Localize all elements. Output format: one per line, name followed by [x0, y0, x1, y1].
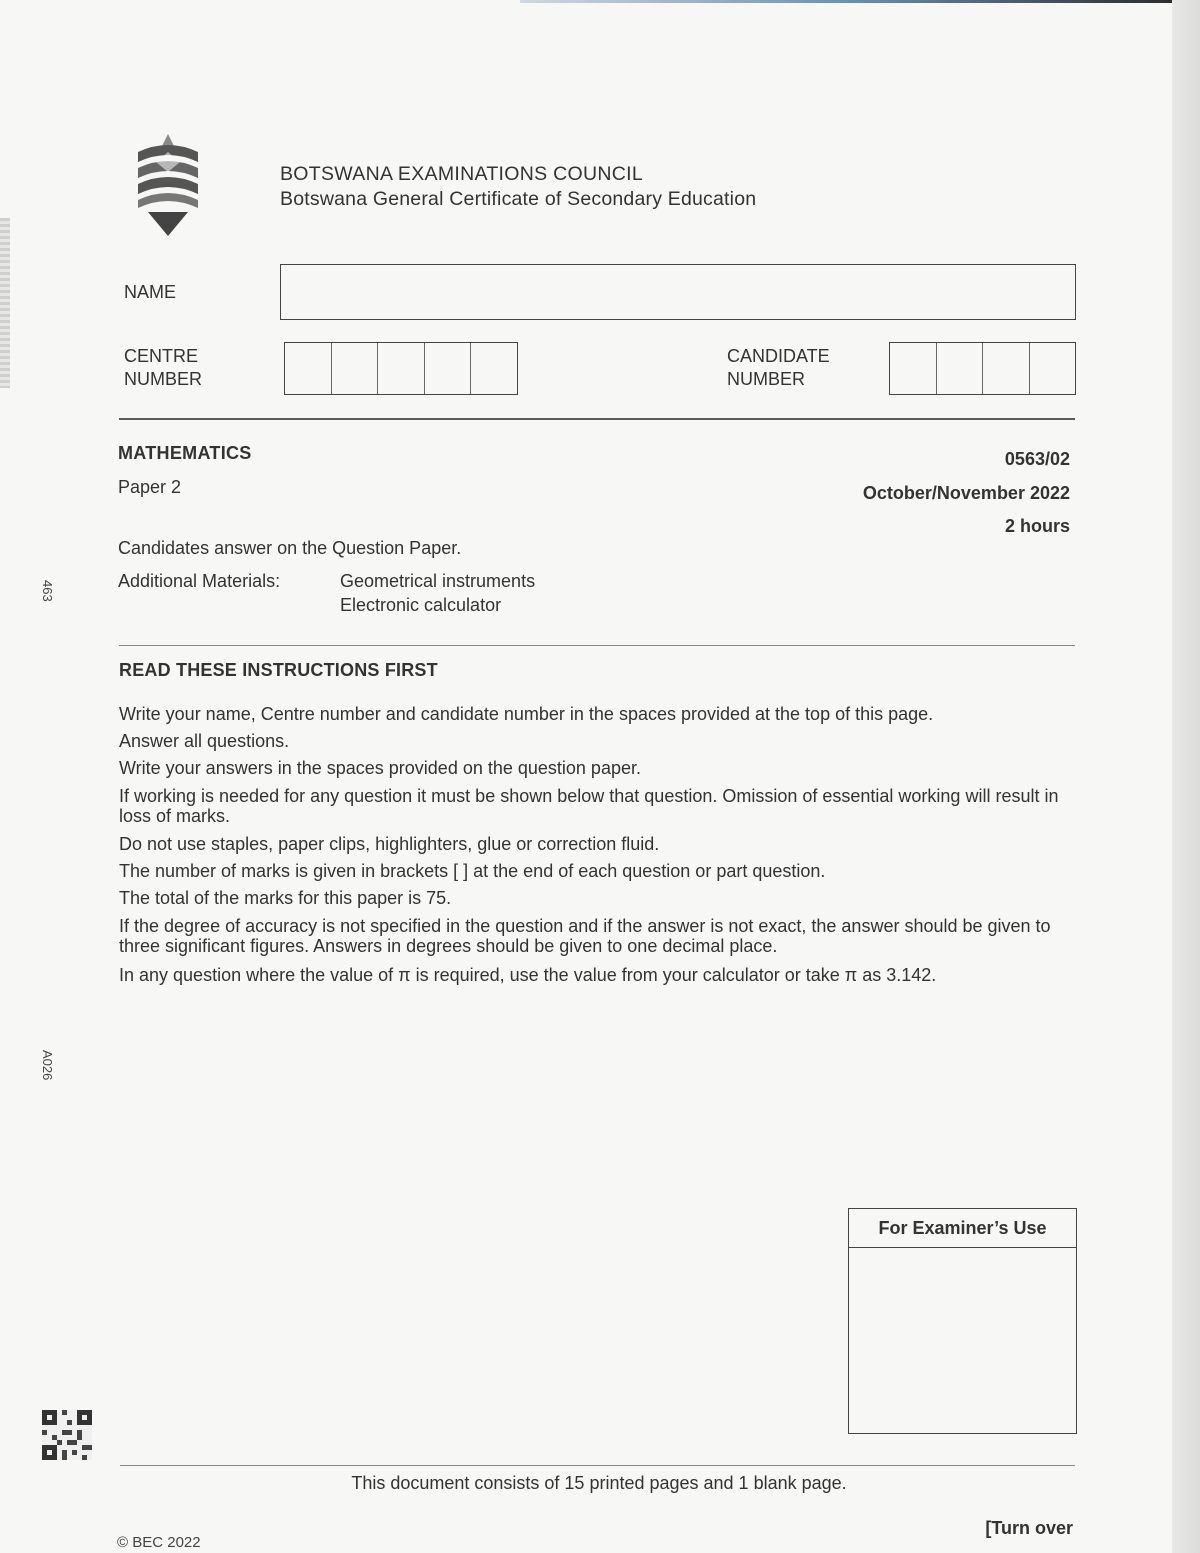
instructions-heading: READ THESE INSTRUCTIONS FIRST	[119, 660, 438, 680]
instruction-item: If working is needed for any question it must be shown below that question. Omission of essential working will result in loss of marks.	[119, 786, 1059, 826]
instruction-item: The number of marks is given in brackets [ ] at the end of each question or part question.	[119, 861, 826, 881]
instruction-item: In any question where the value of π is required, use the value from your calculator or take π as 3.142.	[119, 965, 937, 985]
divider	[119, 418, 1075, 420]
digit-box[interactable]	[937, 343, 984, 394]
instruction-item: Do not use staples, paper clips, highlighters, glue or correction fluid.	[119, 834, 660, 854]
digit-box[interactable]	[378, 343, 425, 394]
divider	[119, 645, 1075, 646]
instruction-item: If the degree of accuracy is not specified in the question and if the answer is not exact, the answer should be given to three significant figures. Answers in degrees should be given to one decimal place.	[119, 916, 1051, 956]
digit-box[interactable]	[285, 343, 332, 394]
instruction-item: The total of the marks for this paper is 75.	[119, 888, 452, 908]
material-item: Electronic calculator	[340, 595, 502, 615]
page-count-note: This document consists of 15 printed pages and 1 blank page.	[351, 1473, 847, 1493]
digit-box[interactable]	[983, 343, 1030, 394]
scan-edge-strip	[0, 218, 10, 388]
digit-box[interactable]	[425, 343, 472, 394]
paper-number: Paper 2	[118, 477, 182, 497]
candidate-number-field[interactable]	[889, 342, 1076, 395]
instruction-item: Answer all questions.	[119, 731, 290, 751]
bec-logo-icon	[132, 132, 204, 240]
examiner-use-box	[848, 1208, 1077, 1434]
digit-box[interactable]	[1030, 343, 1076, 394]
materials-label: Additional Materials:	[118, 571, 281, 591]
answer-instruction: Candidates answer on the Question Paper.	[118, 538, 462, 558]
name-field[interactable]	[280, 264, 1076, 320]
subject-title: MATHEMATICS	[118, 443, 252, 463]
examiner-use-heading: For Examiner’s Use	[849, 1209, 1076, 1248]
side-code: A026	[40, 1050, 55, 1081]
exam-session: October/November 2022	[862, 483, 1070, 503]
paper-code: 0563/02	[1004, 449, 1070, 469]
exam-duration: 2 hours	[1004, 516, 1070, 536]
certificate-name: Botswana General Certificate of Secondary Education	[280, 188, 757, 210]
council-name: BOTSWANA EXAMINATIONS COUNCIL	[280, 163, 643, 185]
centre-number-label: CENTRE NUMBER	[124, 346, 203, 389]
turn-over: [Turn over	[985, 1518, 1073, 1538]
instruction-item: Write your name, Centre number and candidate number in the spaces provided at the top of this page.	[119, 704, 934, 724]
divider	[120, 1465, 1075, 1466]
name-label: NAME	[124, 282, 177, 302]
scan-edge-shadow	[1172, 0, 1200, 1553]
digit-box[interactable]	[332, 343, 379, 394]
copyright: © BEC 2022	[117, 1534, 201, 1551]
top-edge-line	[520, 0, 1180, 3]
candidate-number-label: CANDIDATE NUMBER	[727, 346, 830, 389]
digit-box[interactable]	[890, 343, 937, 394]
qr-code-icon	[42, 1410, 92, 1460]
instruction-item: Write your answers in the spaces provided on the question paper.	[119, 758, 641, 778]
material-item: Geometrical instruments	[340, 571, 536, 591]
digit-box[interactable]	[471, 343, 517, 394]
centre-number-field[interactable]	[284, 342, 518, 395]
side-code: 463	[40, 580, 55, 602]
